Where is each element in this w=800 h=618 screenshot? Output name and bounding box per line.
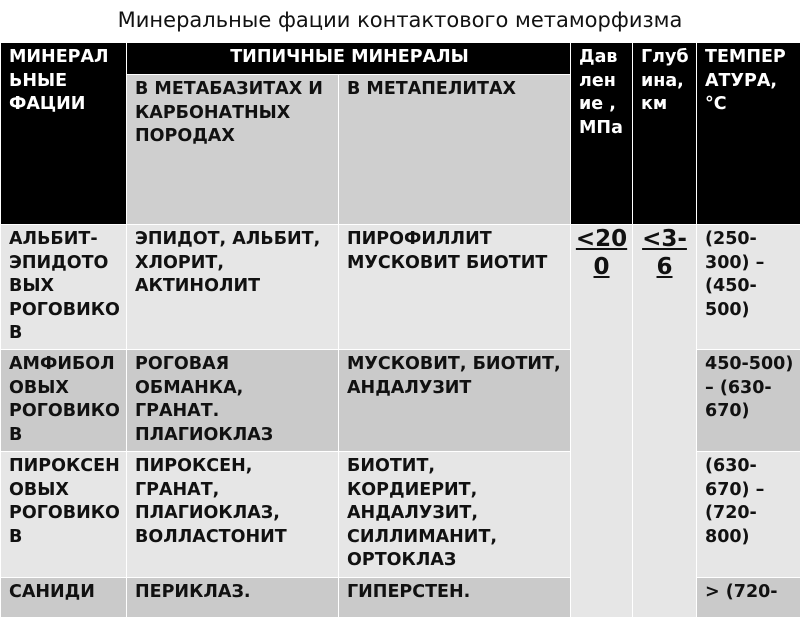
facies-table [0, 42, 800, 618]
facies-cell: АЛЬБИТ-ЭПИДОТОВЫХ РОГОВИКОВ [1, 225, 127, 350]
header-pressure: Давление , МПа [571, 43, 633, 225]
pressure-value-text: <200 [576, 226, 627, 280]
header-in-metabasites: В МЕТАБАЗИТАХ И КАРБОНАТНЫХ ПОРОДАХ [127, 75, 339, 225]
metapelites-cell: ПИРОФИЛЛИТ МУСКОВИТ БИОТИТ [339, 225, 571, 350]
facies-cell: АМФИБОЛОВЫХ РОГОВИКОВ [1, 350, 127, 452]
page-title: Минеральные фации контактового метаморфизма [0, 6, 800, 34]
header-in-metapelites: В МЕТАПЕЛИТАХ [339, 75, 571, 225]
metabasites-cell: ЭПИДОТ, АЛЬБИТ, ХЛОРИТ, АКТИНОЛИТ [127, 225, 339, 350]
metabasites-cell: ПЕРИКЛАЗ. [127, 578, 339, 618]
temperature-cell: > (720- [697, 578, 800, 618]
header-depth: Глубина, км [633, 43, 697, 225]
metapelites-cell: ГИПЕРСТЕН. [339, 578, 571, 618]
temperature-cell: 450-500) – (630-670) [697, 350, 800, 452]
metapelites-cell: БИОТИТ, КОРДИЕРИТ, АНДАЛУЗИТ, СИЛЛИМАНИТ, ОРТОКЛАЗ [339, 452, 571, 578]
metabasites-cell: РОГОВАЯ ОБМАНКА, ГРАНАТ. ПЛАГИОКЛАЗ [127, 350, 339, 452]
facies-cell: САНИДИ [1, 578, 127, 618]
facies-cell: ПИРОКСЕНОВЫХ РОГОВИКОВ [1, 452, 127, 578]
pressure-value [571, 225, 633, 618]
metapelites-cell: МУСКОВИТ, БИОТИТ, АНДАЛУЗИТ [339, 350, 571, 452]
table-row [1, 225, 800, 350]
header-typical-minerals: ТИПИЧНЫЕ МИНЕРАЛЫ [127, 43, 571, 75]
header-facies: МИНЕРАЛЬНЫЕ ФАЦИИ [1, 43, 127, 225]
metabasites-cell: ПИРОКСЕН, ГРАНАТ, ПЛАГИОКЛАЗ, ВОЛЛАСТОНИТ [127, 452, 339, 578]
temperature-cell: (630-670) – (720-800) [697, 452, 800, 578]
depth-value-text: <3-6 [642, 226, 687, 280]
temperature-cell: (250-300) – (450-500) [697, 225, 800, 350]
header-temperature: ТЕМПЕРАТУРА, °С [697, 43, 800, 225]
depth-value [633, 225, 697, 618]
